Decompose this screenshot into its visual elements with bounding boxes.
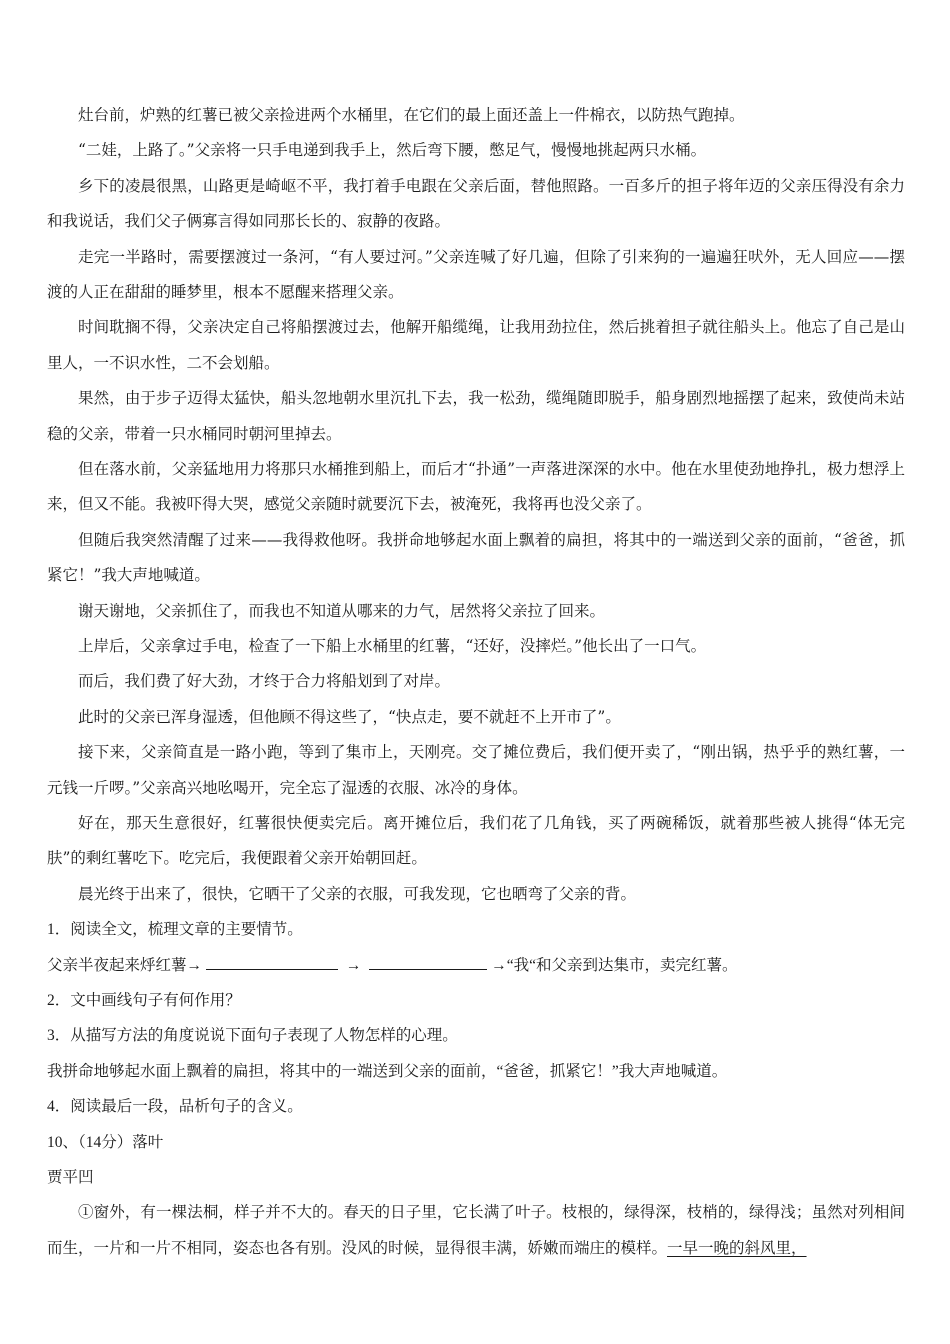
story-paragraph: 但随后我突然清醒了过来——我得救他呀。我拼命地够起水面上飘着的扁担，将其中的一端送到父亲的面前，“爸爸，抓紧它！”我大声地喊道。	[47, 530, 905, 585]
answer-arrow: →	[345, 956, 362, 974]
story-paragraph: 灶台前，炉熟的红薯已被父亲捡进两个水桶里，在它们的最上面还盖上一件棉衣，以防热气跑掉。	[78, 106, 745, 124]
question-2: 2．文中画线句子有何作用？	[47, 992, 241, 1010]
story-paragraph: 此时的父亲已浑身湿透，但他顾不得这些了，“快点走，要不就赶不上开市了”。	[78, 707, 621, 726]
question-4: 4．阅读最后一段，品析句子的含义。	[47, 1098, 303, 1116]
story-paragraph: 果然，由于步子迈得太猛快，船头忽地朝水里沉扎下去，我一松劲，缆绳随即脱手，船身剧烈地摇摆了起来，致使尚未站稳的父亲，带着一只水桶同时朝河里掉去。	[47, 389, 905, 443]
story-paragraph: 上岸后，父亲拿过手电，检查了一下船上水桶里的红薯，“还好，没摔烂。”他长出了一口气。	[78, 637, 707, 656]
story-paragraph: 乡下的凌晨很黑，山路更是崎岖不平，我打着手电跟在父亲后面，替他照路。一百多斤的担子将年迈的父亲压得没有余力和我说话，我们父子俩寡言得如同那长长的、寂静的夜路。	[47, 176, 905, 231]
answer-line-start: 父亲半夜起来烀红薯→	[47, 956, 203, 974]
question-3: 3．从描写方法的角度说说下面句子表现了人物怎样的心理。	[47, 1027, 458, 1045]
story-paragraph: 时间耽搁不得，父亲决定自己将船摆渡过去，他解开船缆绳，让我用劲拉住，然后挑着担子就往船头上。他忘了自己是山里人，一不识水性，二不会划船。	[47, 318, 905, 372]
answer-line-end: →“我“和父亲到达集市，卖完红薯。	[491, 956, 738, 974]
story-paragraph: 谢天谢地，父亲抓住了，而我也不知道从哪来的力气，居然将父亲拉了回来。	[78, 601, 606, 620]
question-1: 1．阅读全文，梳理文章的主要情节。	[47, 921, 303, 939]
answer-blank-1[interactable]	[206, 952, 338, 970]
section-10-paragraph-1	[47, 1195, 905, 1266]
answer-blank-2[interactable]	[369, 952, 487, 970]
story-paragraph: 接下来，父亲简直是一路小跑，等到了集市上，天刚亮。交了摊位费后，我们便开卖了，“刚出锅，热乎乎的熟红薯，一元钱一斤啰。”父亲高兴地吆喝开，完全忘了湿透的衣服、冰冷的身体。	[47, 743, 905, 797]
document-page	[47, 98, 905, 1266]
paragraph-text: ①窗外，有一棵法桐，样子并不大的。春天的日子里，它长满了叶子。枝根的，绿得深，枝梢的，绿得浅；虽然对列相间而生，一片和一片不相同，姿态也各有别。没风的时候，显得很丰满，娇嫩而端庄的模样。	[47, 1203, 905, 1257]
question-1-answer-line	[47, 948, 905, 983]
section-10-heading: 10、（14分）落叶	[47, 1133, 164, 1151]
question-3-quote: 我拼命地够起水面上飘着的扁担，将其中的一端送到父亲的面前，“爸爸，抓紧它！”我大声地喊道。	[47, 1062, 728, 1080]
story-paragraph: “二娃，上路了。”父亲将一只手电递到我手上，然后弯下腰，憋足气，慢慢地挑起两只水桶。	[78, 141, 707, 160]
story-paragraph: 而后，我们费了好大劲，才终于合力将船划到了对岸。	[78, 672, 451, 691]
story-paragraph: 但在落水前，父亲猛地用力将那只水桶推到船上，而后才“扑通”一声落进深深的水中。他在水里使劲地挣扎，极力想浮上来，但又不能。我被吓得大哭，感觉父亲随时就要沉下去，被淹死，我将再也没父亲了。	[47, 460, 905, 514]
section-10-author: 贾平凹	[47, 1168, 94, 1186]
story-paragraph: 走完一半路时，需要摆渡过一条河，“有人要过河。”父亲连喊了好几遍，但除了引来狗的一遍遍狂吠外，无人回应——摆渡的人正在甜甜的睡梦里，根本不愿醒来搭理父亲。	[47, 247, 905, 301]
story-paragraph: 好在，那天生意很好，红薯很快便卖完后。离开摊位后，我们花了几角钱，买了两碗稀饭，就着那些被人挑得“体无完肤”的剩红薯吃下。吃完后，我便跟着父亲开始朝回赶。	[47, 814, 905, 868]
underlined-sentence: 一早一晚的斜风里，	[667, 1238, 807, 1257]
story-paragraph: 晨光终于出来了，很快，它晒干了父亲的衣服，可我发现，它也晒弯了父亲的背。	[78, 884, 637, 903]
